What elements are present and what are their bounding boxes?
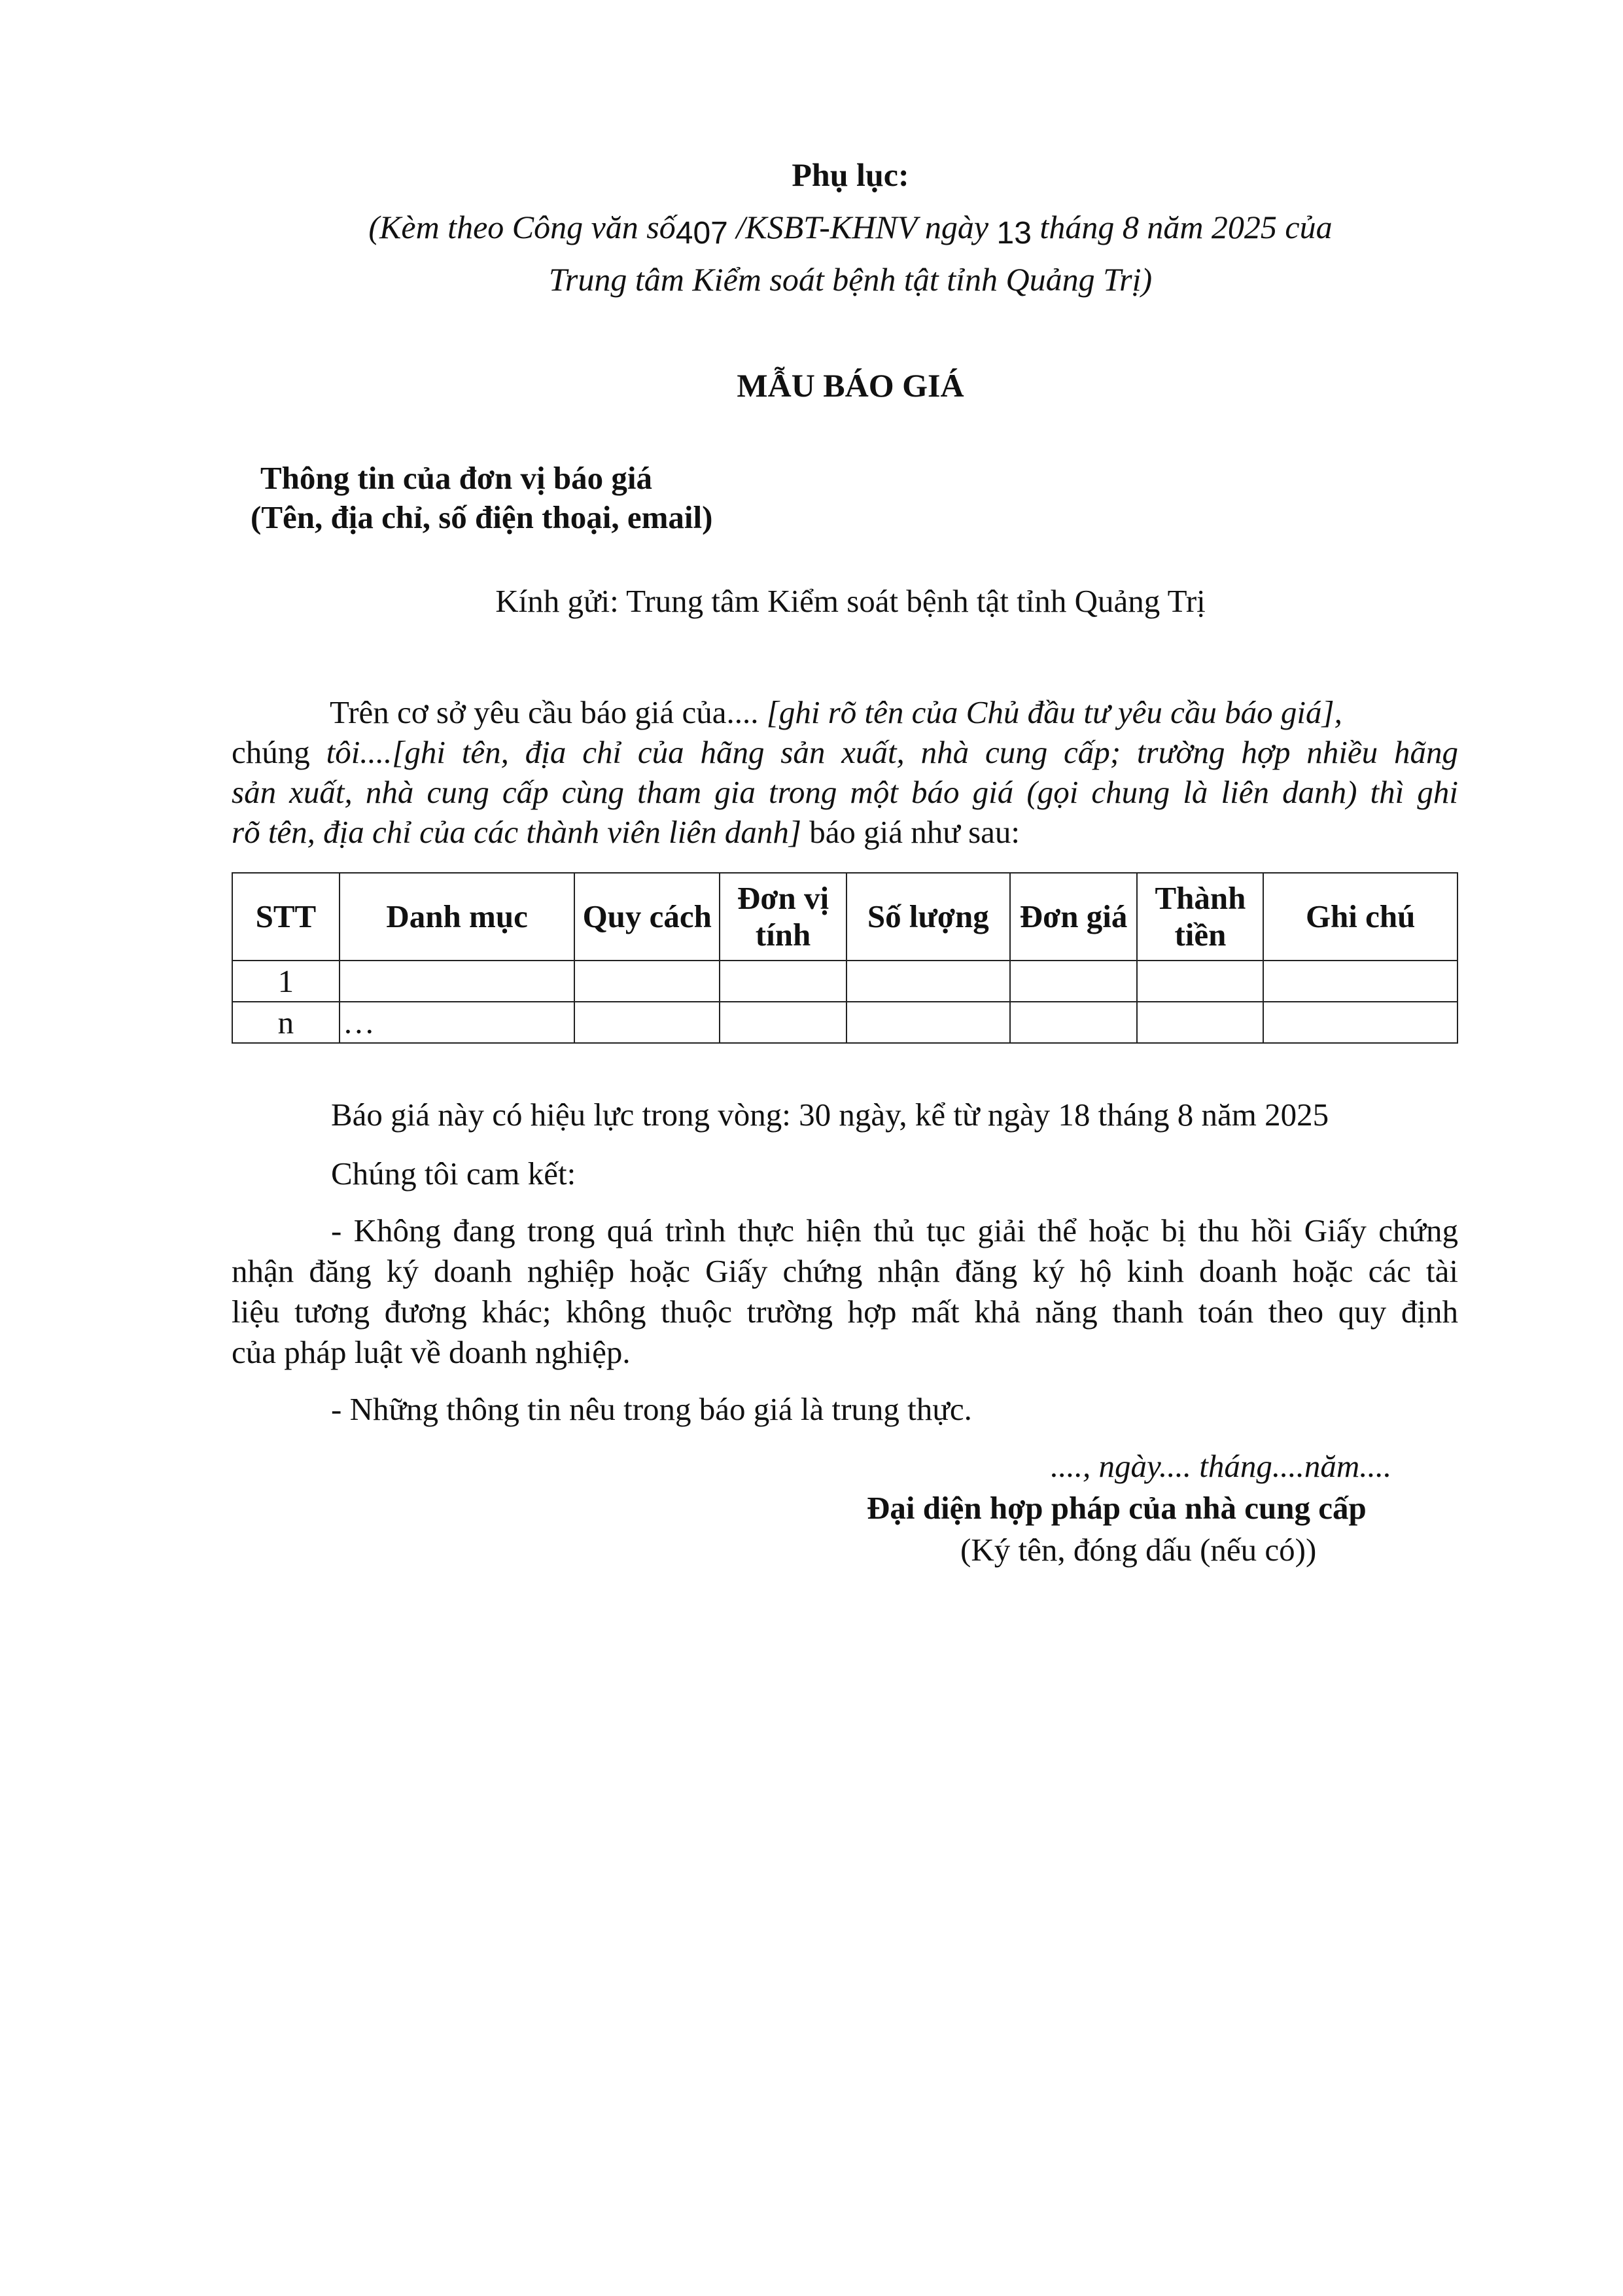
intro-line-1 — [232, 692, 1458, 732]
header-danh-muc: Danh mục — [340, 873, 575, 961]
commitment-item-2: - Những thông tin nêu trong báo giá là trung thực. — [331, 1391, 972, 1427]
signature-date-line: ...., ngày.... tháng....năm.... — [1051, 1448, 1392, 1484]
cell-stt: 1 — [232, 961, 340, 1002]
reference-organization: Trung tâm Kiểm soát bệnh tật tỉnh Quảng Trị) — [548, 261, 1153, 298]
intro-line-4-normal: báo giá như sau: — [801, 814, 1021, 850]
reference-part-1: (Kèm theo Công văn số — [368, 209, 676, 245]
cell-don-vi — [720, 1002, 846, 1043]
supplier-info-title: Thông tin của đơn vị báo giá — [260, 460, 652, 496]
validity-line: Báo giá này có hiệu lực trong vòng: 30 ngày, kể từ ngày 18 tháng 8 năm 2025 — [331, 1097, 1329, 1133]
intro-line-2 — [232, 732, 1458, 772]
representative-title: Đại diện hợp pháp của nhà cung cấp — [867, 1490, 1367, 1526]
intro-line-2-normal: chúng — [232, 734, 326, 770]
header-thanh-tien-line-1: Thành — [1155, 880, 1246, 916]
cell-danh-muc: … — [340, 1002, 575, 1043]
reference-line — [0, 208, 1623, 251]
intro-line-4 — [232, 812, 1458, 852]
intro-line-2-italic: tôi....[ghi tên, địa chỉ của hãng sản xuất, nhà cung cấp; trường hợp nhiều hãng — [326, 734, 1458, 770]
intro-line-1-italic: [ghi rõ tên của Chủ đầu tư yêu cầu báo giá], — [766, 694, 1342, 730]
appendix-title: Phụ lục: — [792, 156, 909, 193]
commitment-item-1-line-2: nhận đăng ký doanh nghiệp hoặc Giấy chứng nhận đăng ký hộ kinh doanh hoặc các tài — [232, 1253, 1458, 1289]
header-don-gia: Đơn giá — [1010, 873, 1138, 961]
intro-line-3: sản xuất, nhà cung cấp cùng tham gia trong một báo giá (gọi chung là liên danh) thì ghi — [232, 774, 1458, 810]
quote-table — [232, 872, 1458, 1044]
cell-so-luong — [846, 1002, 1010, 1043]
document-day: 13 — [996, 216, 1032, 251]
table-row — [232, 961, 1457, 1002]
header-don-vi-line-1: Đơn vị — [737, 880, 829, 916]
cell-danh-muc — [340, 961, 575, 1002]
cell-so-luong — [846, 961, 1010, 1002]
header-don-vi-line-2: tính — [755, 917, 811, 953]
cell-ghi-chu — [1263, 961, 1457, 1002]
cell-don-gia — [1010, 961, 1138, 1002]
commitment-title: Chúng tôi cam kết: — [331, 1156, 576, 1192]
header-don-vi-tinh — [720, 873, 846, 961]
commitment-item-1-line-1: - Không đang trong quá trình thực hiện thủ tục giải thể hoặc bị thu hồi Giấy chứng — [331, 1212, 1458, 1248]
header-stt: STT — [232, 873, 340, 961]
commitment-item-1 — [232, 1210, 1458, 1373]
intro-paragraph — [232, 692, 1458, 852]
intro-line-4-italic: rõ tên, địa chỉ của các thành viên liên danh] — [232, 814, 801, 850]
header-quy-cach: Quy cách — [574, 873, 720, 961]
cell-don-gia — [1010, 1002, 1138, 1043]
commitment-item-1-line-3: liệu tương đương khác; không thuộc trường hợp mất khả năng thanh toán theo quy định — [232, 1294, 1458, 1330]
header-thanh-tien-line-2: tiền — [1174, 917, 1227, 953]
header-thanh-tien — [1137, 873, 1263, 961]
cell-thanh-tien — [1137, 1002, 1263, 1043]
signature-note: (Ký tên, đóng dấu (nếu có)) — [960, 1532, 1317, 1568]
reference-part-3: tháng 8 năm 2025 của — [1031, 209, 1333, 245]
reference-part-2: /KSBT-KHNV ngày — [727, 209, 997, 245]
cell-ghi-chu — [1263, 1002, 1457, 1043]
cell-don-vi — [720, 961, 846, 1002]
cell-stt: n — [232, 1002, 340, 1043]
form-title: MẪU BÁO GIÁ — [737, 367, 964, 404]
supplier-info-subtitle: (Tên, địa chỉ, số điện thoại, email) — [251, 499, 713, 535]
table-header-row — [232, 873, 1457, 961]
header-so-luong: Số lượng — [846, 873, 1010, 961]
cell-quy-cach — [574, 1002, 720, 1043]
document-number: 407 — [675, 216, 728, 251]
intro-line-1-normal: Trên cơ sở yêu cầu báo giá của.... — [330, 694, 767, 730]
commitment-item-1-line-4: của pháp luật về doanh nghiệp. — [232, 1334, 631, 1370]
cell-thanh-tien — [1137, 961, 1263, 1002]
table-row — [232, 1002, 1457, 1043]
cell-quy-cach — [574, 961, 720, 1002]
recipient-line: Kính gửi: Trung tâm Kiểm soát bệnh tật tỉnh Quảng Trị — [495, 583, 1206, 619]
header-ghi-chu: Ghi chú — [1263, 873, 1457, 961]
